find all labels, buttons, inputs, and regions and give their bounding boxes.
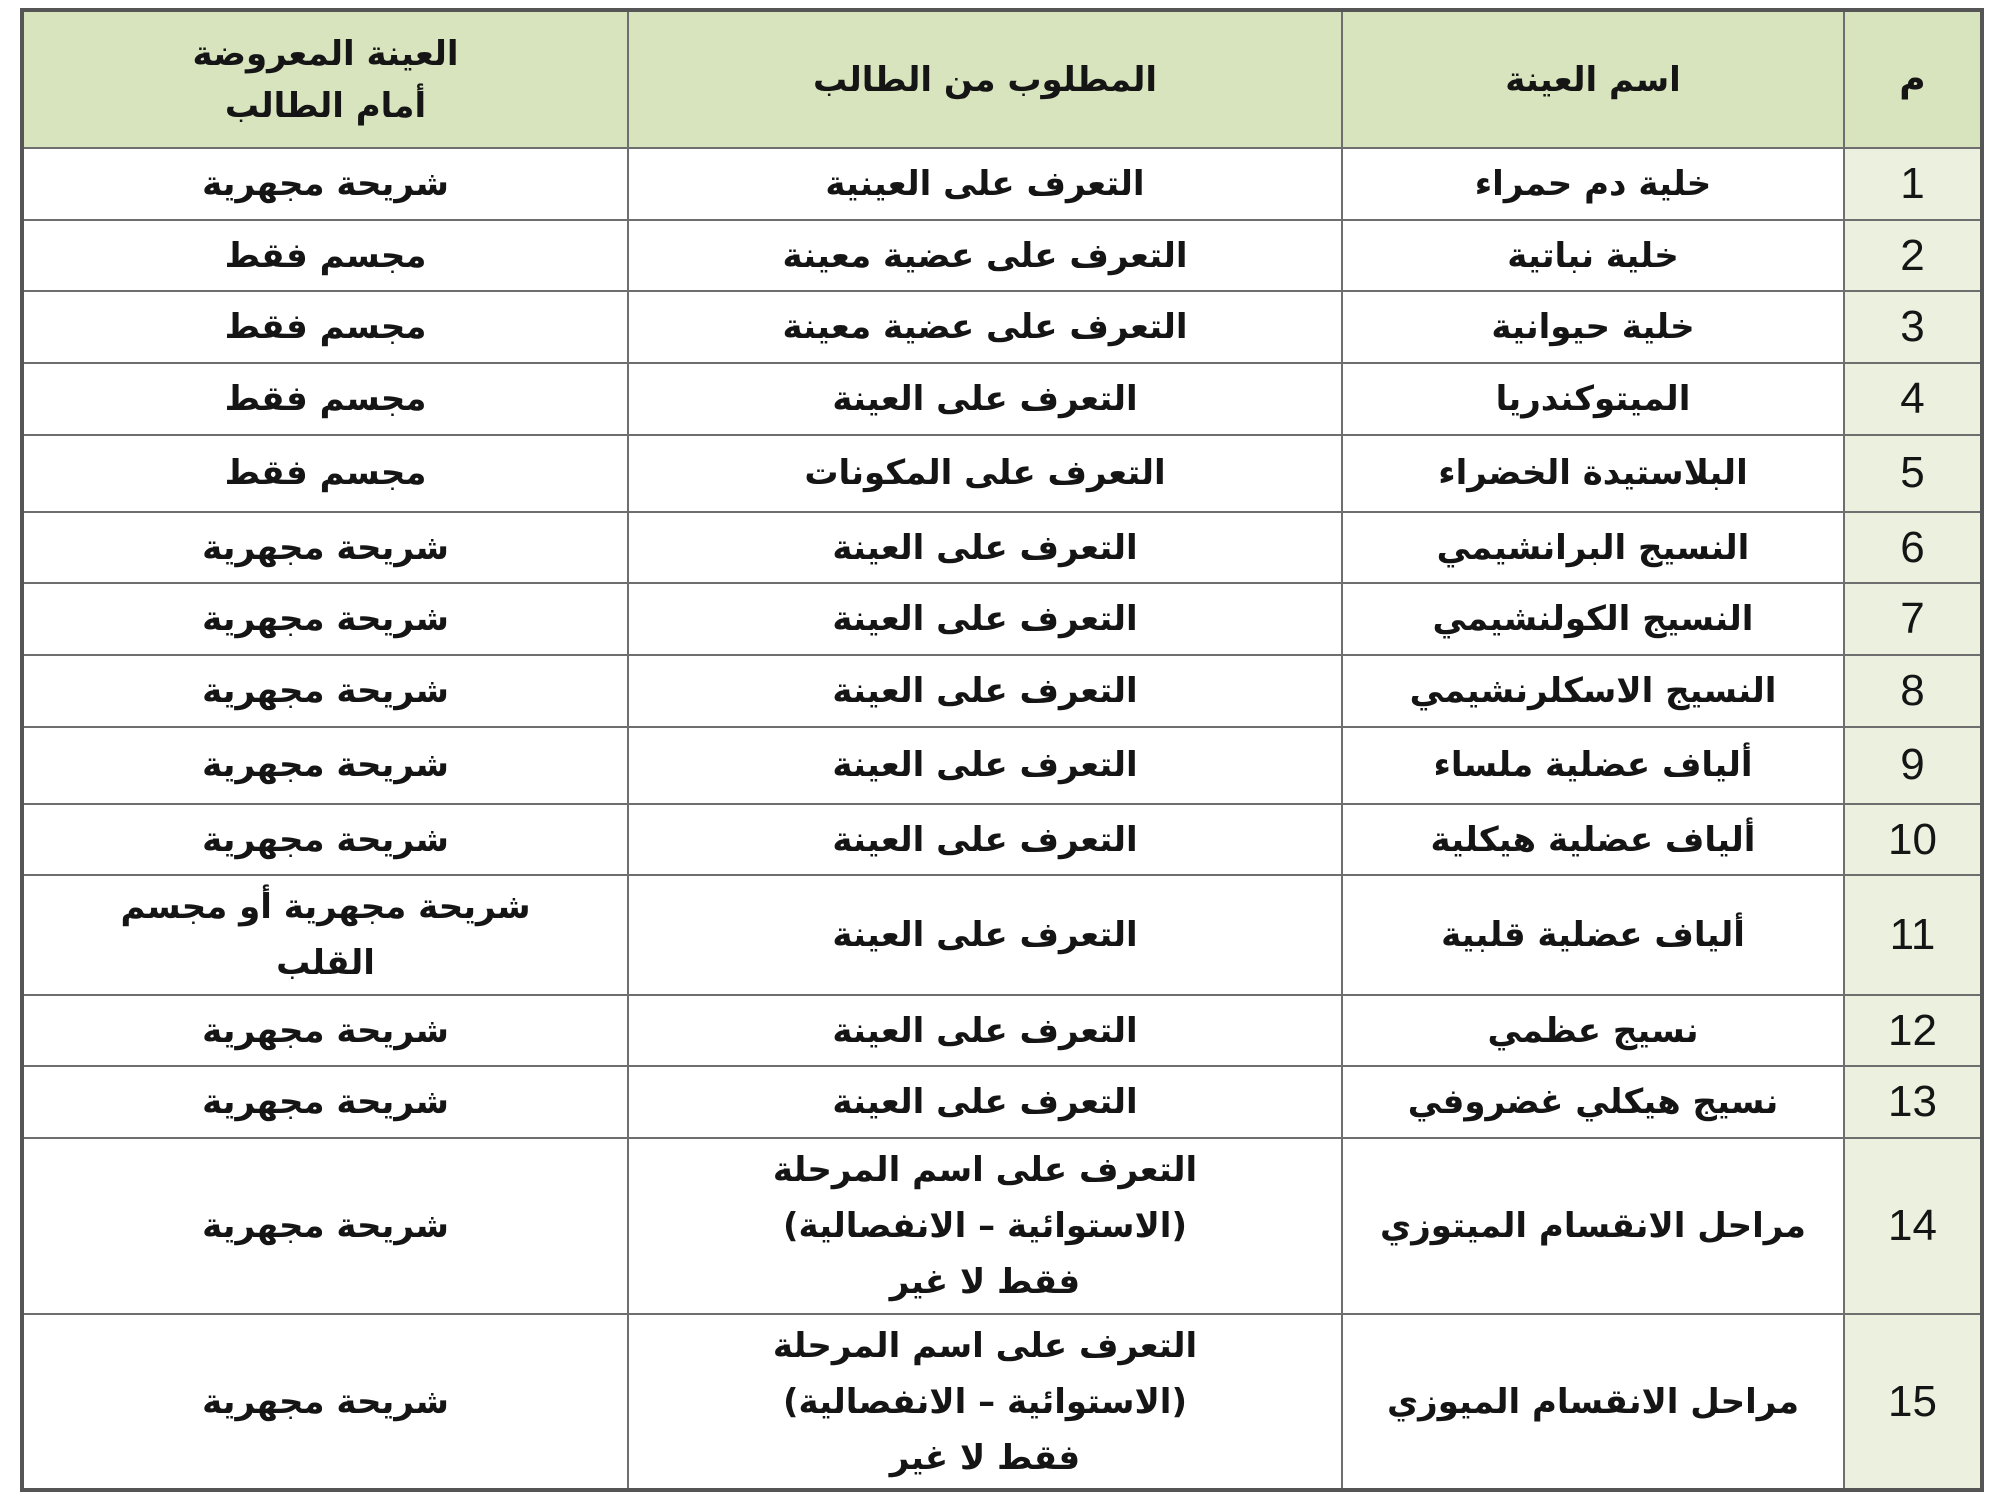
table-row — [22, 1138, 1982, 1314]
sample-name-cell: ألياف عضلية ملساء — [1342, 727, 1844, 804]
table-row — [22, 804, 1982, 876]
table-row — [22, 655, 1982, 727]
table-row — [22, 435, 1982, 512]
shown-sample-cell: شريحة مجهرية — [22, 148, 628, 220]
header-required: المطلوب من الطالب — [628, 10, 1342, 148]
row-number: 11 — [1844, 875, 1982, 994]
row-number: 10 — [1844, 804, 1982, 876]
table-row — [22, 512, 1982, 584]
row-number: 15 — [1844, 1314, 1982, 1490]
sample-name-cell: النسيج الاسكلرنشيمي — [1342, 655, 1844, 727]
sample-name-cell: النسيج البرانشيمي — [1342, 512, 1844, 584]
row-number: 4 — [1844, 363, 1982, 435]
table-row — [22, 1066, 1982, 1138]
table-row — [22, 291, 1982, 363]
table-row — [22, 875, 1982, 994]
table-row — [22, 727, 1982, 804]
sample-name-cell: مراحل الانقسام الميتوزي — [1342, 1138, 1844, 1314]
samples-table — [20, 8, 1984, 1492]
header-number: م — [1844, 10, 1982, 148]
sample-name-cell: خلية حيوانية — [1342, 291, 1844, 363]
row-number: 6 — [1844, 512, 1982, 584]
required-cell: التعرف على العينة — [628, 804, 1342, 876]
row-number: 8 — [1844, 655, 1982, 727]
table-header-row — [22, 10, 1982, 148]
sample-name-cell: الميتوكندريا — [1342, 363, 1844, 435]
row-number: 7 — [1844, 583, 1982, 655]
required-cell: التعرف على اسم المرحلة (الاستوائية – الانفصالية) فقط لا غير — [628, 1138, 1342, 1314]
row-number: 3 — [1844, 291, 1982, 363]
shown-sample-cell: مجسم فقط — [22, 363, 628, 435]
sample-name-cell: ألياف عضلية هيكلية — [1342, 804, 1844, 876]
row-number: 2 — [1844, 220, 1982, 292]
header-shown-sample: العينة المعروضة أمام الطالب — [22, 10, 628, 148]
required-cell: التعرف على العينة — [628, 363, 1342, 435]
required-cell: التعرف على عضية معينة — [628, 220, 1342, 292]
table-row — [22, 583, 1982, 655]
shown-sample-cell: شريحة مجهرية — [22, 1138, 628, 1314]
shown-sample-cell: شريحة مجهرية أو مجسم القلب — [22, 875, 628, 994]
row-number: 1 — [1844, 148, 1982, 220]
sample-name-cell: ألياف عضلية قلبية — [1342, 875, 1844, 994]
row-number: 14 — [1844, 1138, 1982, 1314]
sample-name-cell: مراحل الانقسام الميوزي — [1342, 1314, 1844, 1490]
sample-name-cell: نسيج عظمي — [1342, 995, 1844, 1067]
sample-name-cell: البلاستيدة الخضراء — [1342, 435, 1844, 512]
row-number: 5 — [1844, 435, 1982, 512]
shown-sample-cell: شريحة مجهرية — [22, 727, 628, 804]
sample-name-cell: خلية دم حمراء — [1342, 148, 1844, 220]
sample-name-cell: النسيج الكولنشيمي — [1342, 583, 1844, 655]
shown-sample-cell: مجسم فقط — [22, 291, 628, 363]
table-row — [22, 1314, 1982, 1490]
shown-sample-cell: شريحة مجهرية — [22, 583, 628, 655]
required-cell: التعرف على اسم المرحلة (الاستوائية – الانفصالية) فقط لا غير — [628, 1314, 1342, 1490]
required-cell: التعرف على العينة — [628, 1066, 1342, 1138]
header-sample-name: اسم العينة — [1342, 10, 1844, 148]
required-cell: التعرف على العينة — [628, 512, 1342, 584]
required-cell: التعرف على المكونات — [628, 435, 1342, 512]
table-row — [22, 220, 1982, 292]
required-cell: التعرف على العينة — [628, 655, 1342, 727]
required-cell: التعرف على العينة — [628, 995, 1342, 1067]
row-number: 9 — [1844, 727, 1982, 804]
shown-sample-cell: مجسم فقط — [22, 435, 628, 512]
shown-sample-cell: شريحة مجهرية — [22, 1314, 628, 1490]
required-cell: التعرف على العينة — [628, 727, 1342, 804]
sample-name-cell: نسيج هيكلي غضروفي — [1342, 1066, 1844, 1138]
row-number: 12 — [1844, 995, 1982, 1067]
table-row — [22, 995, 1982, 1067]
table-row — [22, 148, 1982, 220]
shown-sample-cell: شريحة مجهرية — [22, 512, 628, 584]
shown-sample-cell: شريحة مجهرية — [22, 1066, 628, 1138]
sample-name-cell: خلية نباتية — [1342, 220, 1844, 292]
shown-sample-cell: مجسم فقط — [22, 220, 628, 292]
required-cell: التعرف على العينة — [628, 583, 1342, 655]
row-number: 13 — [1844, 1066, 1982, 1138]
samples-table-wrapper — [20, 8, 1980, 1492]
shown-sample-cell: شريحة مجهرية — [22, 995, 628, 1067]
table-row — [22, 363, 1982, 435]
required-cell: التعرف على العينية — [628, 148, 1342, 220]
required-cell: التعرف على عضية معينة — [628, 291, 1342, 363]
shown-sample-cell: شريحة مجهرية — [22, 655, 628, 727]
shown-sample-cell: شريحة مجهرية — [22, 804, 628, 876]
required-cell: التعرف على العينة — [628, 875, 1342, 994]
